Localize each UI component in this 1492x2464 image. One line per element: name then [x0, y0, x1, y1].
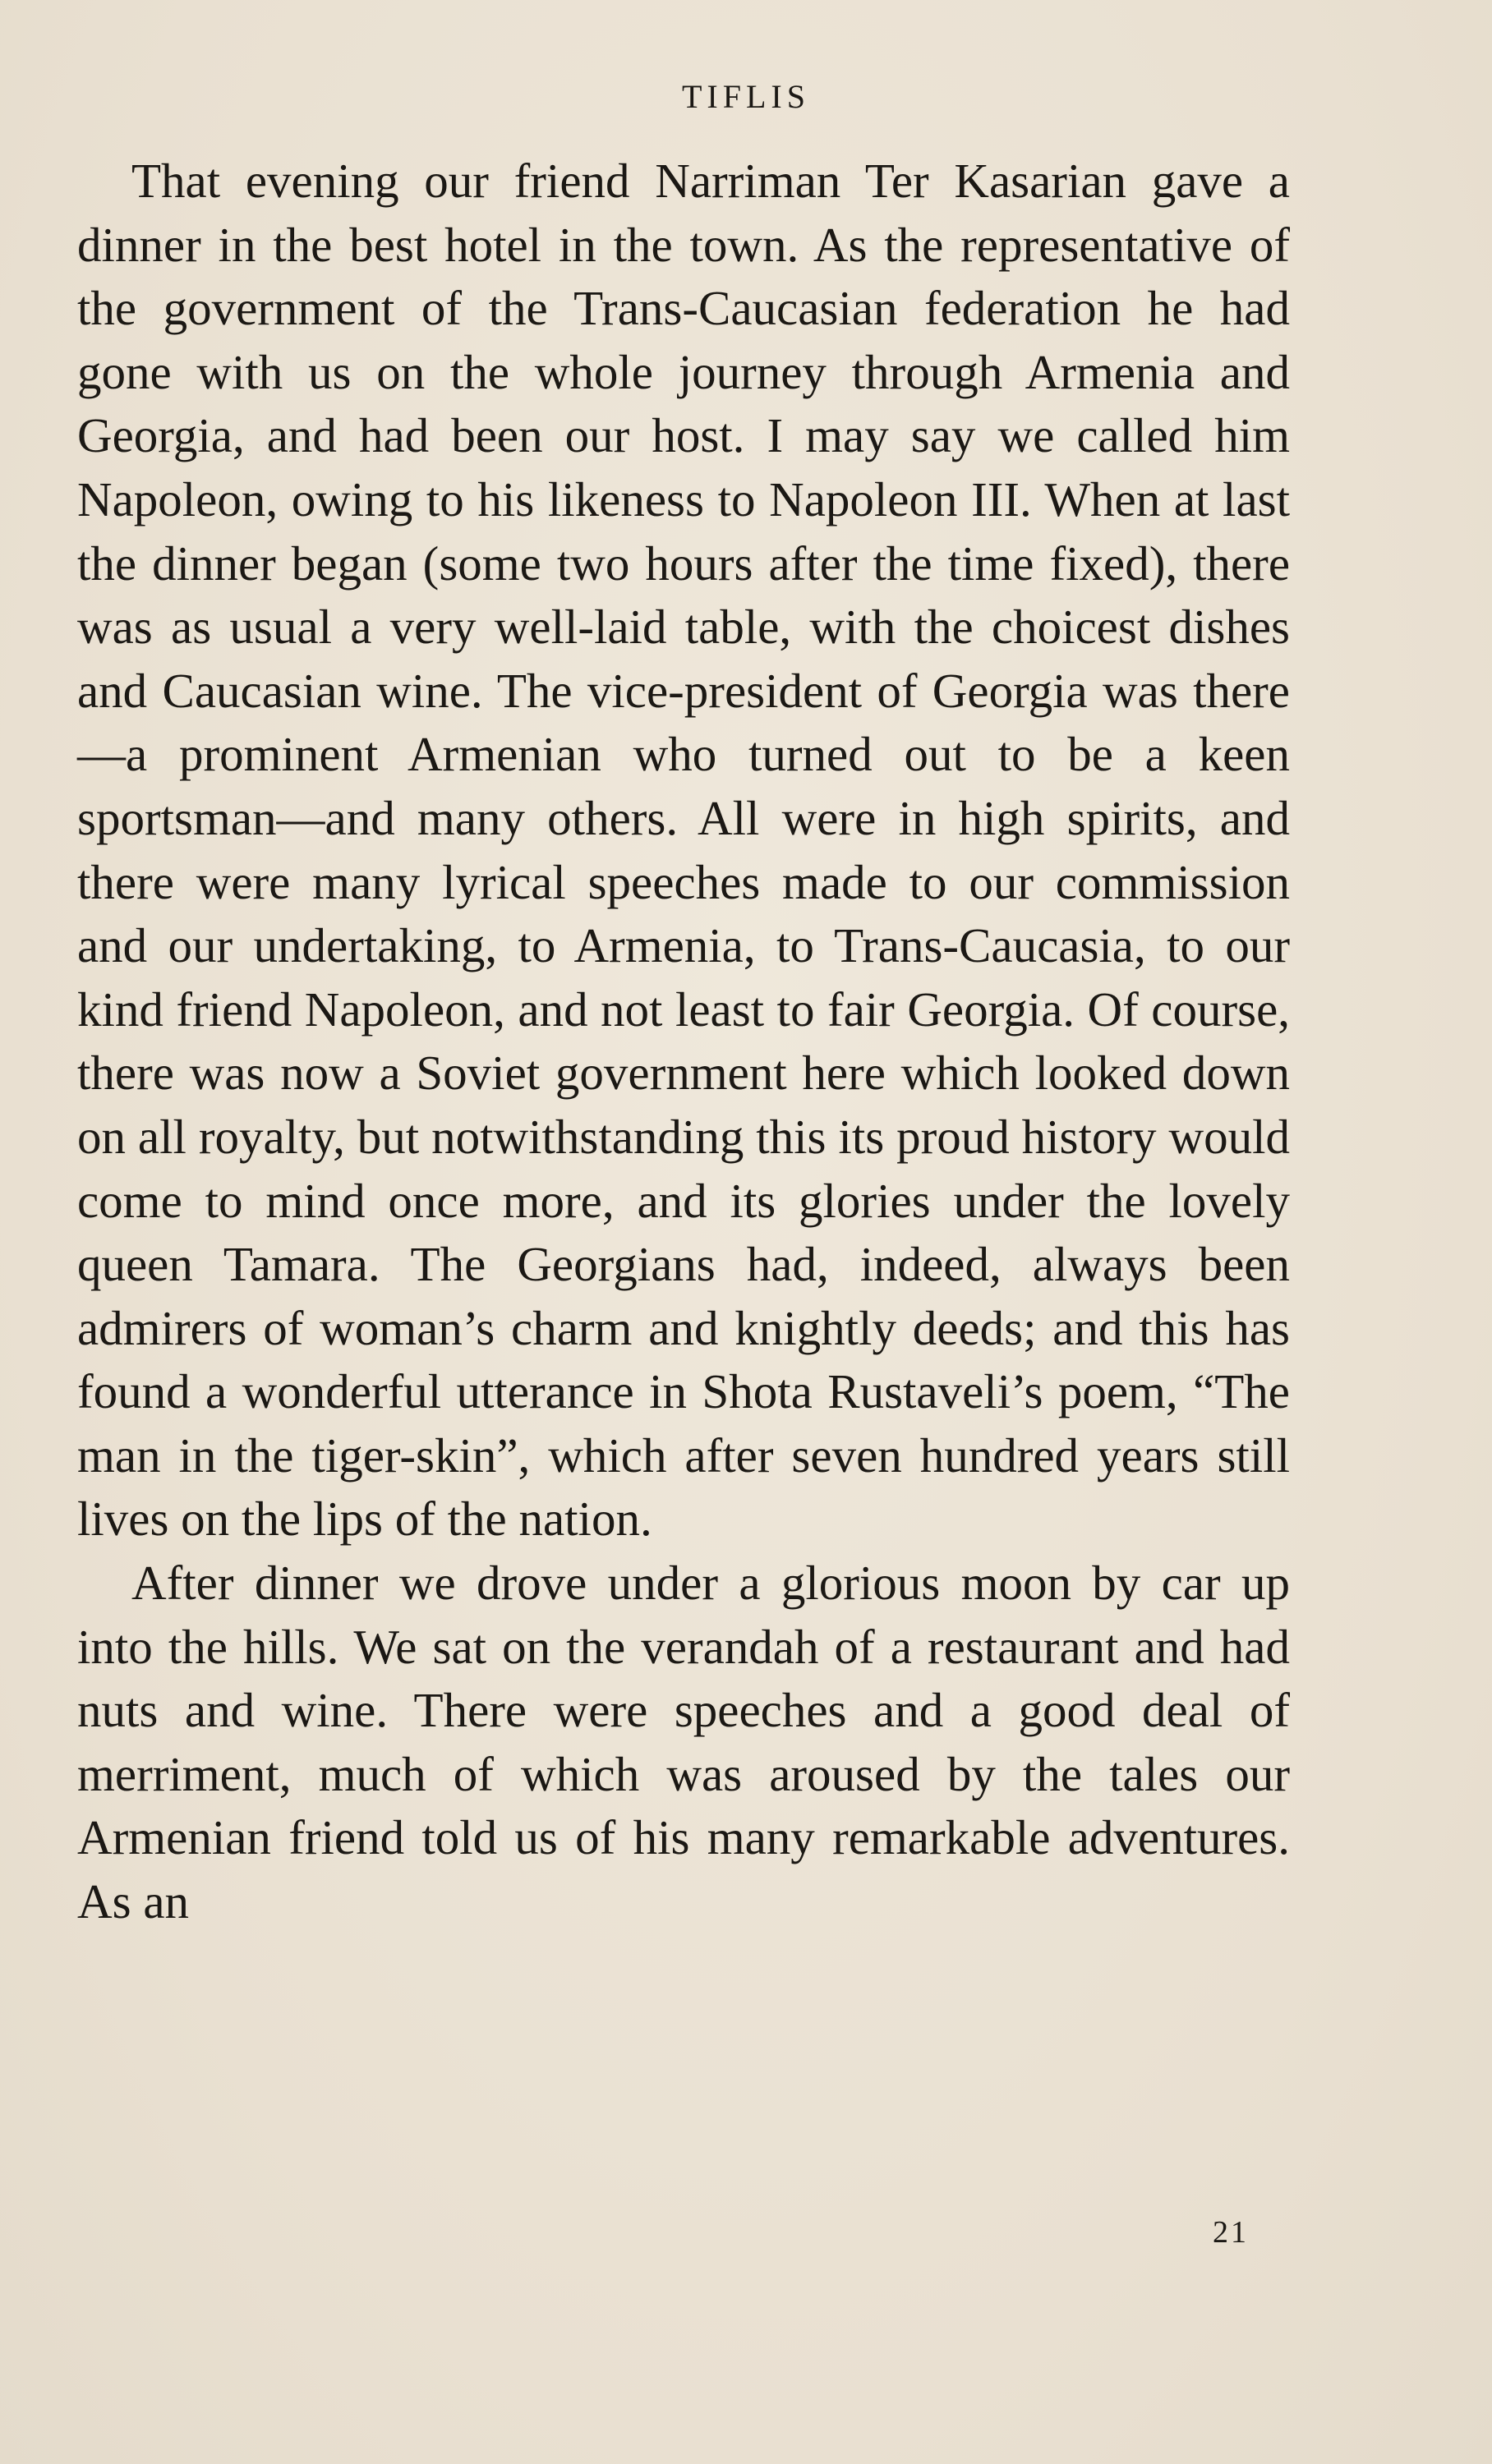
paragraph: After dinner we drove under a glorious moon by car up into the hills. We sat on the verandah of a restaurant and had nuts and wine. There were speeches and a good deal of merriment, much of which was aroused by the tales our Armenian friend told us of his many remarkable adventures. As an	[77, 1556, 1290, 1929]
body-text	[77, 149, 1290, 1934]
paragraph: That evening our friend Narriman Ter Kasarian gave a dinner in the best hotel in the town. As the representative of the government of the Trans-Caucasian federation he had gone with us on the whole journey through Armenia and Georgia, and had been our host. I may say we called him Napoleon, owing to his likeness to Napoleon III. When at last the dinner began (some two hours after the time fixed), there was as usual a very well-laid table, with the choicest dishes and Caucasian wine. The vice-president of Georgia was there—a prominent Armenian who turned out to be a keen sportsman—and many others. All were in high spirits, and there were many lyrical speeches made to our commission and our undertaking, to Armenia, to Trans-Caucasia, to our kind friend Napoleon, and not least to fair Georgia. Of course, there was now a Soviet government here which looked down on all royalty, but notwithstanding this its proud history would come to mind once more, and its glories under the lovely queen Tamara. The Georgians had, indeed, always been admirers of woman’s charm and knightly deeds; and this has found a wonderful utterance in Shota Rustaveli’s poem, “The man in the tiger-skin”, which after seven hundred years still lives on the lips of the nation.	[77, 154, 1290, 1547]
running-head: TIFLIS	[682, 78, 810, 115]
page-number: 21	[1213, 2215, 1249, 2250]
